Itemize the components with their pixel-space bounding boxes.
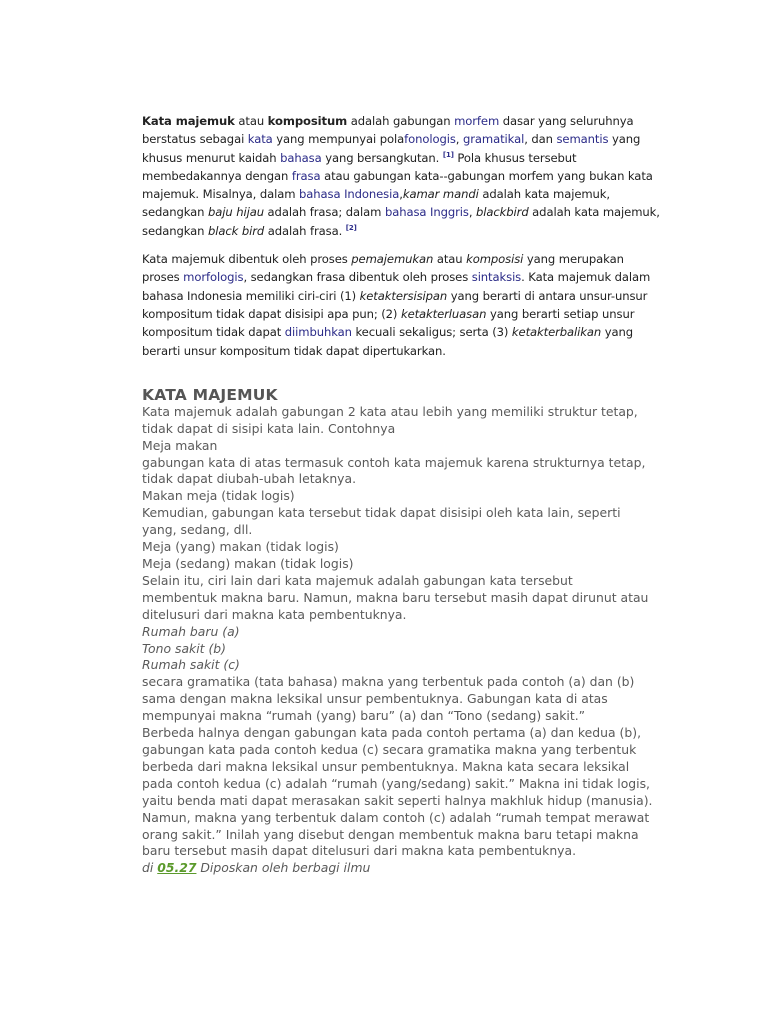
- text-run: adalah frasa.: [264, 223, 346, 238]
- text-run: ,: [455, 132, 463, 147]
- text-run: adalah kata majemuk, sedangkan: [142, 205, 660, 238]
- wiki-link[interactable]: frasa: [291, 168, 321, 183]
- body-line: Berbeda halnya dengan gabungan kata pada contoh pertama (a) dan kedua (b),: [142, 725, 642, 741]
- body-line: secara gramatika (tata bahasa) makna yang terbentuk pada contoh (a) dan (b): [142, 674, 635, 690]
- example-line: Rumah sakit (c): [142, 657, 240, 673]
- text-run: adalah frasa; dalam: [263, 205, 385, 220]
- body-line: yaitu benda mati dapat merasakan sakit seperti halnya makhluk hidup (manusia).: [142, 792, 653, 808]
- body-line: Selain itu, ciri lain dari kata majemuk adalah gabungan kata tersebut: [142, 572, 573, 588]
- text-run: adalah kata majemuk, sedangkan: [142, 187, 611, 220]
- italic-term: baju hijau: [208, 205, 264, 220]
- article-paragraph-1: [142, 112, 662, 240]
- blog-post-footer: [142, 860, 662, 877]
- body-line: berbeda dari makna leksikal unsur pembentuknya. Makna kata secara leksikal: [142, 758, 630, 774]
- citation-ref[interactable]: [1]: [442, 150, 454, 159]
- body-line: Kata majemuk adalah gabungan 2 kata atau lebih yang memiliki struktur tetap,: [142, 403, 638, 419]
- text-run: yang khusus menurut kaidah: [142, 132, 641, 165]
- wiki-link[interactable]: kata: [247, 132, 273, 147]
- wiki-link[interactable]: sintaksis: [471, 270, 522, 285]
- wiki-link[interactable]: bahasa: [280, 150, 322, 165]
- article-paragraph-2: [142, 250, 662, 360]
- wiki-link[interactable]: semantis: [556, 132, 609, 147]
- text-run: yang merupakan proses: [142, 252, 624, 285]
- body-line: mempunyai makna “rumah (yang) baru” (a) dan “Tono (sedang) sakit.”: [142, 708, 586, 724]
- text-run: atau gabungan kata--gabungan morfem yang bukan kata majemuk. Misalnya, dalam: [142, 168, 653, 202]
- text-run: yang berarti di antara unsur-unsur kompositum tidak dapat disisipi apa pun; (2): [142, 288, 648, 321]
- wiki-link[interactable]: morfologis: [183, 270, 244, 285]
- body-line: Makan meja (tidak logis): [142, 488, 295, 504]
- bold-term: Kata majemuk: [142, 114, 235, 128]
- text-run: yang mempunyai pola: [272, 132, 405, 147]
- text-run: atau: [234, 114, 268, 128]
- body-line: Kemudian, gabungan kata tersebut tidak dapat disisipi oleh kata lain, seperti: [142, 505, 621, 521]
- post-timestamp-link[interactable]: 05.27: [157, 860, 197, 876]
- text-run: ,: [399, 187, 403, 202]
- body-line: gabungan kata pada contoh kedua (c) secara gramatika makna yang terbentuk: [142, 741, 637, 757]
- text-run: Pola khusus tersebut membedakannya dengan: [142, 150, 577, 183]
- italic-term: komposisi: [466, 252, 524, 267]
- italic-term: black bird: [208, 223, 265, 238]
- body-line: tidak dapat di sisipi kata lain. Contohnya: [142, 420, 396, 436]
- wiki-link[interactable]: diimbuhkan: [284, 325, 352, 340]
- text-run: atau: [433, 252, 467, 267]
- text-run: Kata majemuk dibentuk oleh proses: [142, 252, 352, 267]
- body-line: gabungan kata di atas termasuk contoh kata majemuk karena strukturnya tetap,: [142, 454, 646, 470]
- text-run: , dan: [524, 132, 557, 147]
- italic-term: ketakterbalikan: [511, 325, 602, 340]
- body-line: baru tersebut masih dapat ditelusuri dari makna kata pembentuknya.: [142, 843, 577, 859]
- wiki-link[interactable]: fonologis: [404, 132, 456, 147]
- body-line: pada contoh kedua (c) adalah “rumah (yang/sedang) sakit.” Makna ini tidak logis,: [142, 775, 650, 791]
- document-page: [142, 112, 662, 877]
- body-line: orang sakit.” Inilah yang disebut dengan membentuk makna baru tetapi makna: [142, 826, 639, 842]
- italic-term: kamar mandi: [402, 187, 479, 202]
- bold-term: kompositum: [267, 114, 348, 128]
- footer-author: Diposkan oleh berbagi ilmu: [196, 860, 371, 876]
- italic-term: ketaktersisipan: [359, 288, 448, 303]
- body-line: sama dengan makna leksikal unsur pembentuknya. Gabungan kata di atas: [142, 691, 608, 707]
- text-run: kecuali sekaligus; serta (3): [351, 325, 512, 340]
- wiki-link[interactable]: morfem: [454, 114, 500, 128]
- wiki-link[interactable]: bahasa Indonesia: [299, 187, 400, 202]
- body-line: Namun, makna yang terbentuk dalam contoh (c) adalah “rumah tempat merawat: [142, 809, 650, 825]
- blog-post-title: KATA MAJEMUK: [142, 385, 278, 404]
- wiki-link[interactable]: bahasa Inggris: [384, 205, 469, 220]
- text-run: . Kata majemuk dalam bahasa Indonesia memiliki ciri-ciri (1): [142, 270, 651, 303]
- text-run: yang bersangkutan.: [321, 150, 443, 165]
- body-line: yang, sedang, dll.: [142, 522, 253, 538]
- body-line: tidak dapat diubah-ubah letaknya.: [142, 471, 357, 487]
- text-run: adalah gabungan: [347, 114, 455, 128]
- blog-post-body: [142, 404, 662, 860]
- wiki-link[interactable]: gramatikal: [462, 132, 525, 147]
- citation-ref[interactable]: [2]: [345, 223, 357, 232]
- example-line: Rumah baru (a): [142, 623, 240, 639]
- footer-prefix: di: [142, 860, 158, 876]
- text-run: dasar yang seluruhnya berstatus sebagai: [142, 114, 634, 147]
- body-line: Meja (sedang) makan (tidak logis): [142, 556, 354, 572]
- italic-term: pemajemukan: [351, 252, 434, 267]
- text-run: yang berarti unsur kompositum tidak dapat dipertukarkan.: [142, 325, 634, 358]
- text-run: yang berarti setiap unsur kompositum tidak dapat: [142, 306, 635, 340]
- italic-term: ketakterluasan: [400, 306, 487, 321]
- body-line: ditelusuri dari makna kata pembentuknya.: [142, 606, 407, 622]
- body-line: membentuk makna baru. Namun, makna baru tersebut masih dapat dirunut atau: [142, 589, 649, 605]
- body-line: Meja makan: [142, 437, 218, 453]
- italic-term: blackbird: [476, 205, 529, 220]
- body-line: Meja (yang) makan (tidak logis): [142, 539, 339, 555]
- text-run: ,: [468, 205, 476, 220]
- text-run: , sedangkan frasa dibentuk oleh proses: [243, 270, 472, 285]
- example-line: Tono sakit (b): [142, 640, 226, 656]
